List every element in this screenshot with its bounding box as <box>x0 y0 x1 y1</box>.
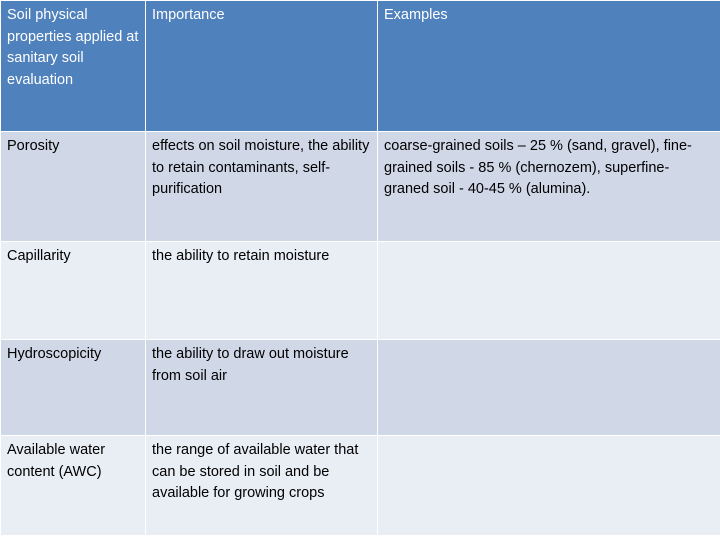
cell-property: Hydroscopicity <box>1 340 146 436</box>
cell-property: Porosity <box>1 132 146 242</box>
table-row <box>1 436 720 536</box>
table-row <box>1 242 720 340</box>
cell-property: Capillarity <box>1 242 146 340</box>
cell-importance: the range of available water that can be stored in soil and be available for growing crops <box>146 436 378 536</box>
table-row <box>1 132 720 242</box>
cell-importance: the ability to retain moisture <box>146 242 378 340</box>
cell-examples: coarse-grained soils – 25 % (sand, gravel), fine-grained soils - 85 % (chernozem), superfine-graned soil - 40-45 % (alumina). <box>378 132 720 242</box>
cell-examples <box>378 242 720 340</box>
header-property: Soil physical properties applied at sanitary soil evaluation <box>1 1 146 132</box>
cell-importance: the ability to draw out moisture from soil air <box>146 340 378 436</box>
cell-property: Available water content (AWC) <box>1 436 146 536</box>
header-importance: Importance <box>146 1 378 132</box>
cell-examples <box>378 340 720 436</box>
table-row <box>1 340 720 436</box>
header-examples: Examples <box>378 1 720 132</box>
header-row <box>1 1 720 132</box>
table-body <box>1 132 720 536</box>
cell-importance: effects on soil moisture, the ability to retain contaminants, self-purification <box>146 132 378 242</box>
cell-examples <box>378 436 720 536</box>
table-header <box>1 1 720 132</box>
